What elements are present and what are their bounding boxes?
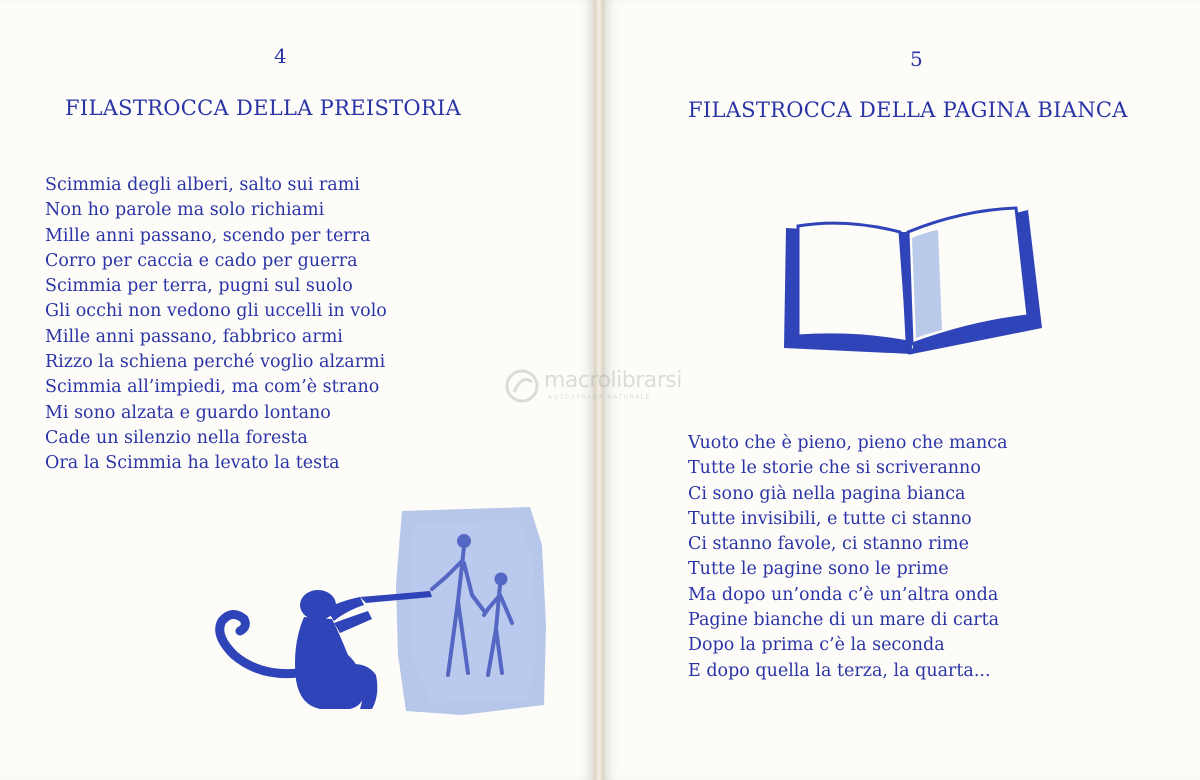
monkey-cave-painting-icon <box>200 505 560 720</box>
watermark <box>504 366 704 410</box>
poem-line: Gli occhi non vedono gli uccelli in volo <box>45 301 387 322</box>
poem-line: Pagine bianche di un mare di carta <box>688 610 1000 631</box>
poem-title: FILASTROCCA DELLA PAGINA BIANCA <box>688 98 1128 122</box>
watermark-tagline: AUTOSTRADA NATURALE <box>548 394 651 401</box>
poem-line: Mi sono alzata e guardo lontano <box>45 402 331 423</box>
poem-line: Vuoto che è pieno, pieno che manca <box>688 433 1008 453</box>
poem-verses <box>688 431 1008 684</box>
poem-line: Tutte le storie che si scriveranno <box>688 458 981 479</box>
poem-line: Ora la Scimmia ha levato la testa <box>45 453 340 474</box>
page-number: 4 <box>274 44 287 68</box>
poem-line: Mille anni passano, fabbrico armi <box>45 326 343 347</box>
poem-line: Tutte invisibili, e tutte ci stanno <box>688 508 972 529</box>
watermark-text: macrolibrarsi <box>544 368 682 393</box>
open-book-icon <box>776 204 1048 358</box>
poem-line: Ci sono già nella pagina bianca <box>688 483 966 504</box>
poem-line: Corro per caccia e cado per guerra <box>45 250 358 271</box>
poem-line: Mille anni passano, scendo per terra <box>45 225 371 246</box>
poem-line: Cade un silenzio nella foresta <box>45 427 308 448</box>
poem-line: Scimmia per terra, pugni sul suolo <box>45 276 353 297</box>
poem-line: Scimmia all’impiedi, ma com’è strano <box>45 377 380 398</box>
poem-line: Tutte le pagine sono le prime <box>688 559 949 580</box>
poem-line: Rizzo la schiena perché voglio alzarmi <box>45 352 386 373</box>
poem-line: Non ho parole ma solo richiami <box>45 200 325 221</box>
poem-line: Dopo la prima c’è la seconda <box>688 635 945 656</box>
swirl-logo-icon <box>504 368 540 404</box>
poem-line: Ma dopo un’onda c’è un’altra onda <box>688 584 999 605</box>
poem-line: E dopo quella la terza, la quarta... <box>688 660 991 681</box>
poem-verses <box>45 173 387 477</box>
poem-title: FILASTROCCA DELLA PREISTORIA <box>65 96 462 120</box>
page-number: 5 <box>910 47 923 71</box>
poem-line: Scimmia degli alberi, salto sui rami <box>45 175 360 195</box>
poem-line: Ci stanno favole, ci stanno rime <box>688 534 970 555</box>
